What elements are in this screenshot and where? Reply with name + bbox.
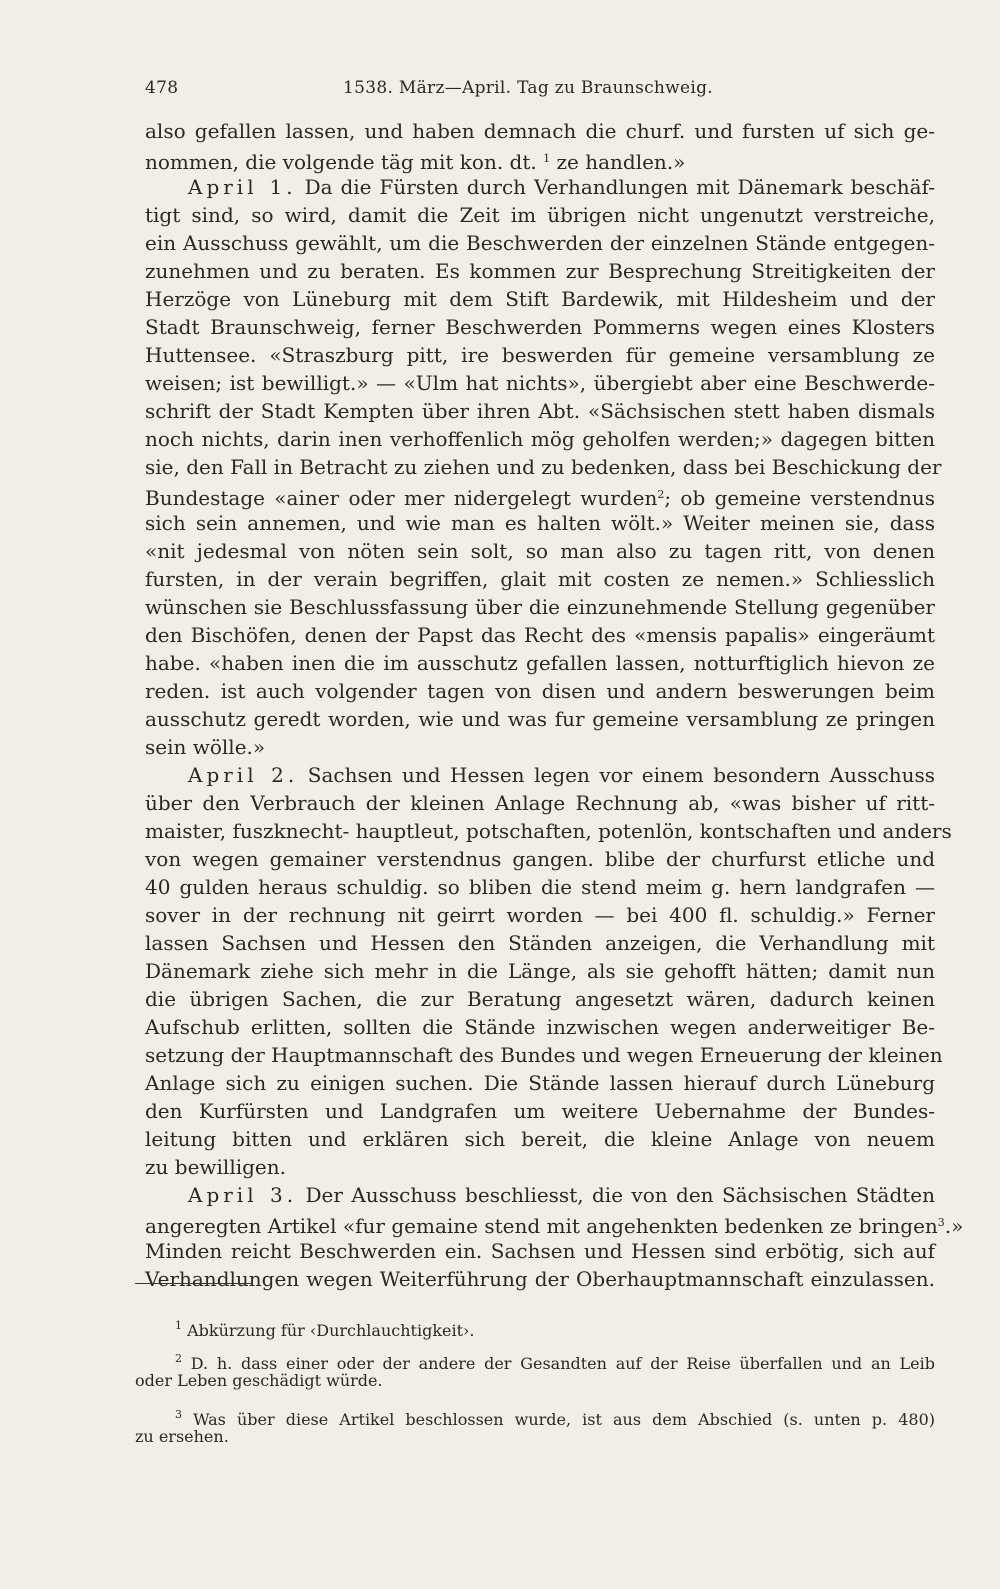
running-head: 1538. März—April. Tag zu Braunschweig. [343, 78, 713, 98]
text-line [188, 173, 935, 201]
text-line: zu bewilligen. [145, 1155, 286, 1179]
footnote-mark: 2 [175, 1352, 182, 1365]
text-line: habe. «haben inen die im ausschutz gefallen lassen, notturftiglich hievon ze [145, 651, 935, 675]
footnote-ref: 1 [543, 152, 551, 165]
footnote-mark: 1 [175, 1319, 182, 1332]
footnote-2-continued: oder Leben geschädigt würde. [135, 1371, 383, 1390]
text-line: weisen; ist bewilligt.» — «Ulm hat nichts», übergiebt aber eine Beschwerde- [145, 371, 935, 395]
text-segment: ; ob gemeine verstendnus [664, 486, 935, 510]
date-label: April 2. [188, 763, 299, 787]
footnote-ref: 3 [937, 1216, 945, 1229]
text-line: reden. ist auch volgender tagen von disen und andern beswerungen beim [145, 679, 935, 703]
text-line: von wegen gemainer verstendnus gangen. blibe der churfurst etliche und [145, 847, 935, 871]
text-line: wünschen sie Beschlussfassung über die einzunehmende Stellung gegenüber [145, 595, 935, 619]
footnote-text: Was über diese Artikel beschlossen wurde, ist aus dem Abschied (s. unten p. 480) [182, 1410, 935, 1429]
page-number: 478 [145, 78, 179, 98]
footnote-1 [175, 1315, 935, 1342]
text-line: die übrigen Sachen, die zur Beratung angesetzt wären, dadurch keinen [145, 987, 935, 1011]
text-line: tigt sind, so wird, damit die Zeit im übrigen nicht ungenutzt verstreiche, [145, 203, 935, 227]
text-line: Aufschub erlitten, sollten die Stände inzwischen wegen anderweitiger Be- [145, 1015, 935, 1039]
page-header [145, 78, 745, 102]
text-segment: Sachsen und Hessen legen vor einem besondern Ausschuss [298, 763, 935, 787]
text-line [145, 1209, 964, 1240]
footnote-text: D. h. dass einer oder der andere der Gesandten auf der Reise überfallen und an Leib [182, 1354, 935, 1373]
footnote-divider [135, 1283, 253, 1284]
date-label: April 1. [188, 175, 297, 199]
text-line: Minden reicht Beschwerden ein. Sachsen und Hessen sind erbötig, sich auf [145, 1239, 935, 1263]
text-segment: Bundestage «ainer oder mer nidergelegt wurden [145, 486, 658, 510]
text-line: Anlage sich zu einigen suchen. Die Stände lassen hierauf durch Lüneburg [145, 1071, 935, 1095]
text-segment: ze handlen.» [550, 150, 686, 174]
text-line: noch nichts, darin inen verhoffenlich mög geholfen werden;» dagegen bitten [145, 427, 935, 451]
text-segment: Der Ausschuss beschliesst, die von den Sächsischen Städten [297, 1183, 936, 1207]
footnote-ref: 2 [657, 488, 665, 501]
text-segment: angeregten Artikel «fur gemaine stend mit angehenkten bedenken ze bringen [145, 1214, 938, 1238]
text-line: setzung der Hauptmannschaft des Bundes und wegen Erneuerung der kleinen [145, 1043, 943, 1067]
text-line: sie, den Fall in Betracht zu ziehen und zu bedenken, dass bei Beschickung der [145, 455, 942, 479]
text-line: Stadt Braunschweig, ferner Beschwerden Pommerns wegen eines Klosters [145, 315, 935, 339]
text-line: sein wölle.» [145, 735, 266, 759]
text-line: lassen Sachsen und Hessen den Ständen anzeigen, die Verhandlung mit [145, 931, 935, 955]
text-line: schrift der Stadt Kempten über ihren Abt. «Sächsischen stett haben dismals [145, 399, 935, 423]
footnote-mark: 3 [175, 1408, 182, 1421]
text-line: Dänemark ziehe sich mehr in die Länge, als sie gehofft hätten; damit nun [145, 959, 935, 983]
text-line: Huttensee. «Straszburg pitt, ire beswerden für gemeine versamblung ze [145, 343, 935, 367]
text-line: ein Ausschuss gewählt, um die Beschwerden der einzelnen Stände entgegen- [145, 231, 935, 255]
text-line: sich sein annemen, und wie man es halten wölt.» Weiter meinen sie, dass [145, 511, 935, 535]
text-line [188, 761, 935, 789]
text-line: leitung bitten und erklären sich bereit, die kleine Anlage von neuem [145, 1127, 935, 1151]
text-line: 40 gulden heraus schuldig. so bliben die stend meim g. hern landgrafen — [145, 875, 935, 899]
text-line: also gefallen lassen, und haben demnach die churf. und fursten uf sich ge- [145, 119, 935, 143]
text-line: Verhandlungen wegen Weiterführung der Oberhauptmannschaft einzulassen. [145, 1267, 935, 1291]
text-line: sover in der rechnung nit geirrt worden — bei 400 fl. schuldig.» Ferner [145, 903, 935, 927]
text-line: den Kurfürsten und Landgrafen um weitere Uebernahme der Bundes- [145, 1099, 935, 1123]
text-line: zunehmen und zu beraten. Es kommen zur Besprechung Streitigkeiten der [145, 259, 935, 283]
text-line: über den Verbrauch der kleinen Anlage Rechnung ab, «was bisher uf ritt- [145, 791, 935, 815]
footnote-text: Abkürzung für ‹Durchlauchtigkeit›. [182, 1321, 475, 1340]
text-line: ausschutz geredt worden, wie und was fur gemeine versamblung ze pringen [145, 707, 935, 731]
text-line [145, 481, 935, 512]
text-segment: nommen, die volgende täg mit kon. dt. [145, 150, 544, 174]
footnote-3-continued: zu ersehen. [135, 1427, 229, 1446]
text-line: «nit jedesmal von nöten sein solt, so man also zu tagen ritt, von denen [145, 539, 935, 563]
text-line: fursten, in der verain begriffen, glait mit costen ze nemen.» Schliesslich [145, 567, 935, 591]
date-label: April 3. [188, 1183, 298, 1207]
text-line: Herzöge von Lüneburg mit dem Stift Bardewik, mit Hildesheim und der [145, 287, 935, 311]
text-segment: .» [944, 1214, 964, 1238]
text-line: den Bischöfen, denen der Papst das Recht des «mensis papalis» eingeräumt [145, 623, 935, 647]
text-line: maister, fuszknecht- hauptleut, potschaften, potenlön, kontschaften und anders [145, 819, 952, 843]
text-segment: Da die Fürsten durch Verhandlungen mit Dänemark beschäf- [296, 175, 935, 199]
text-line [188, 1181, 935, 1209]
text-line [145, 145, 935, 176]
